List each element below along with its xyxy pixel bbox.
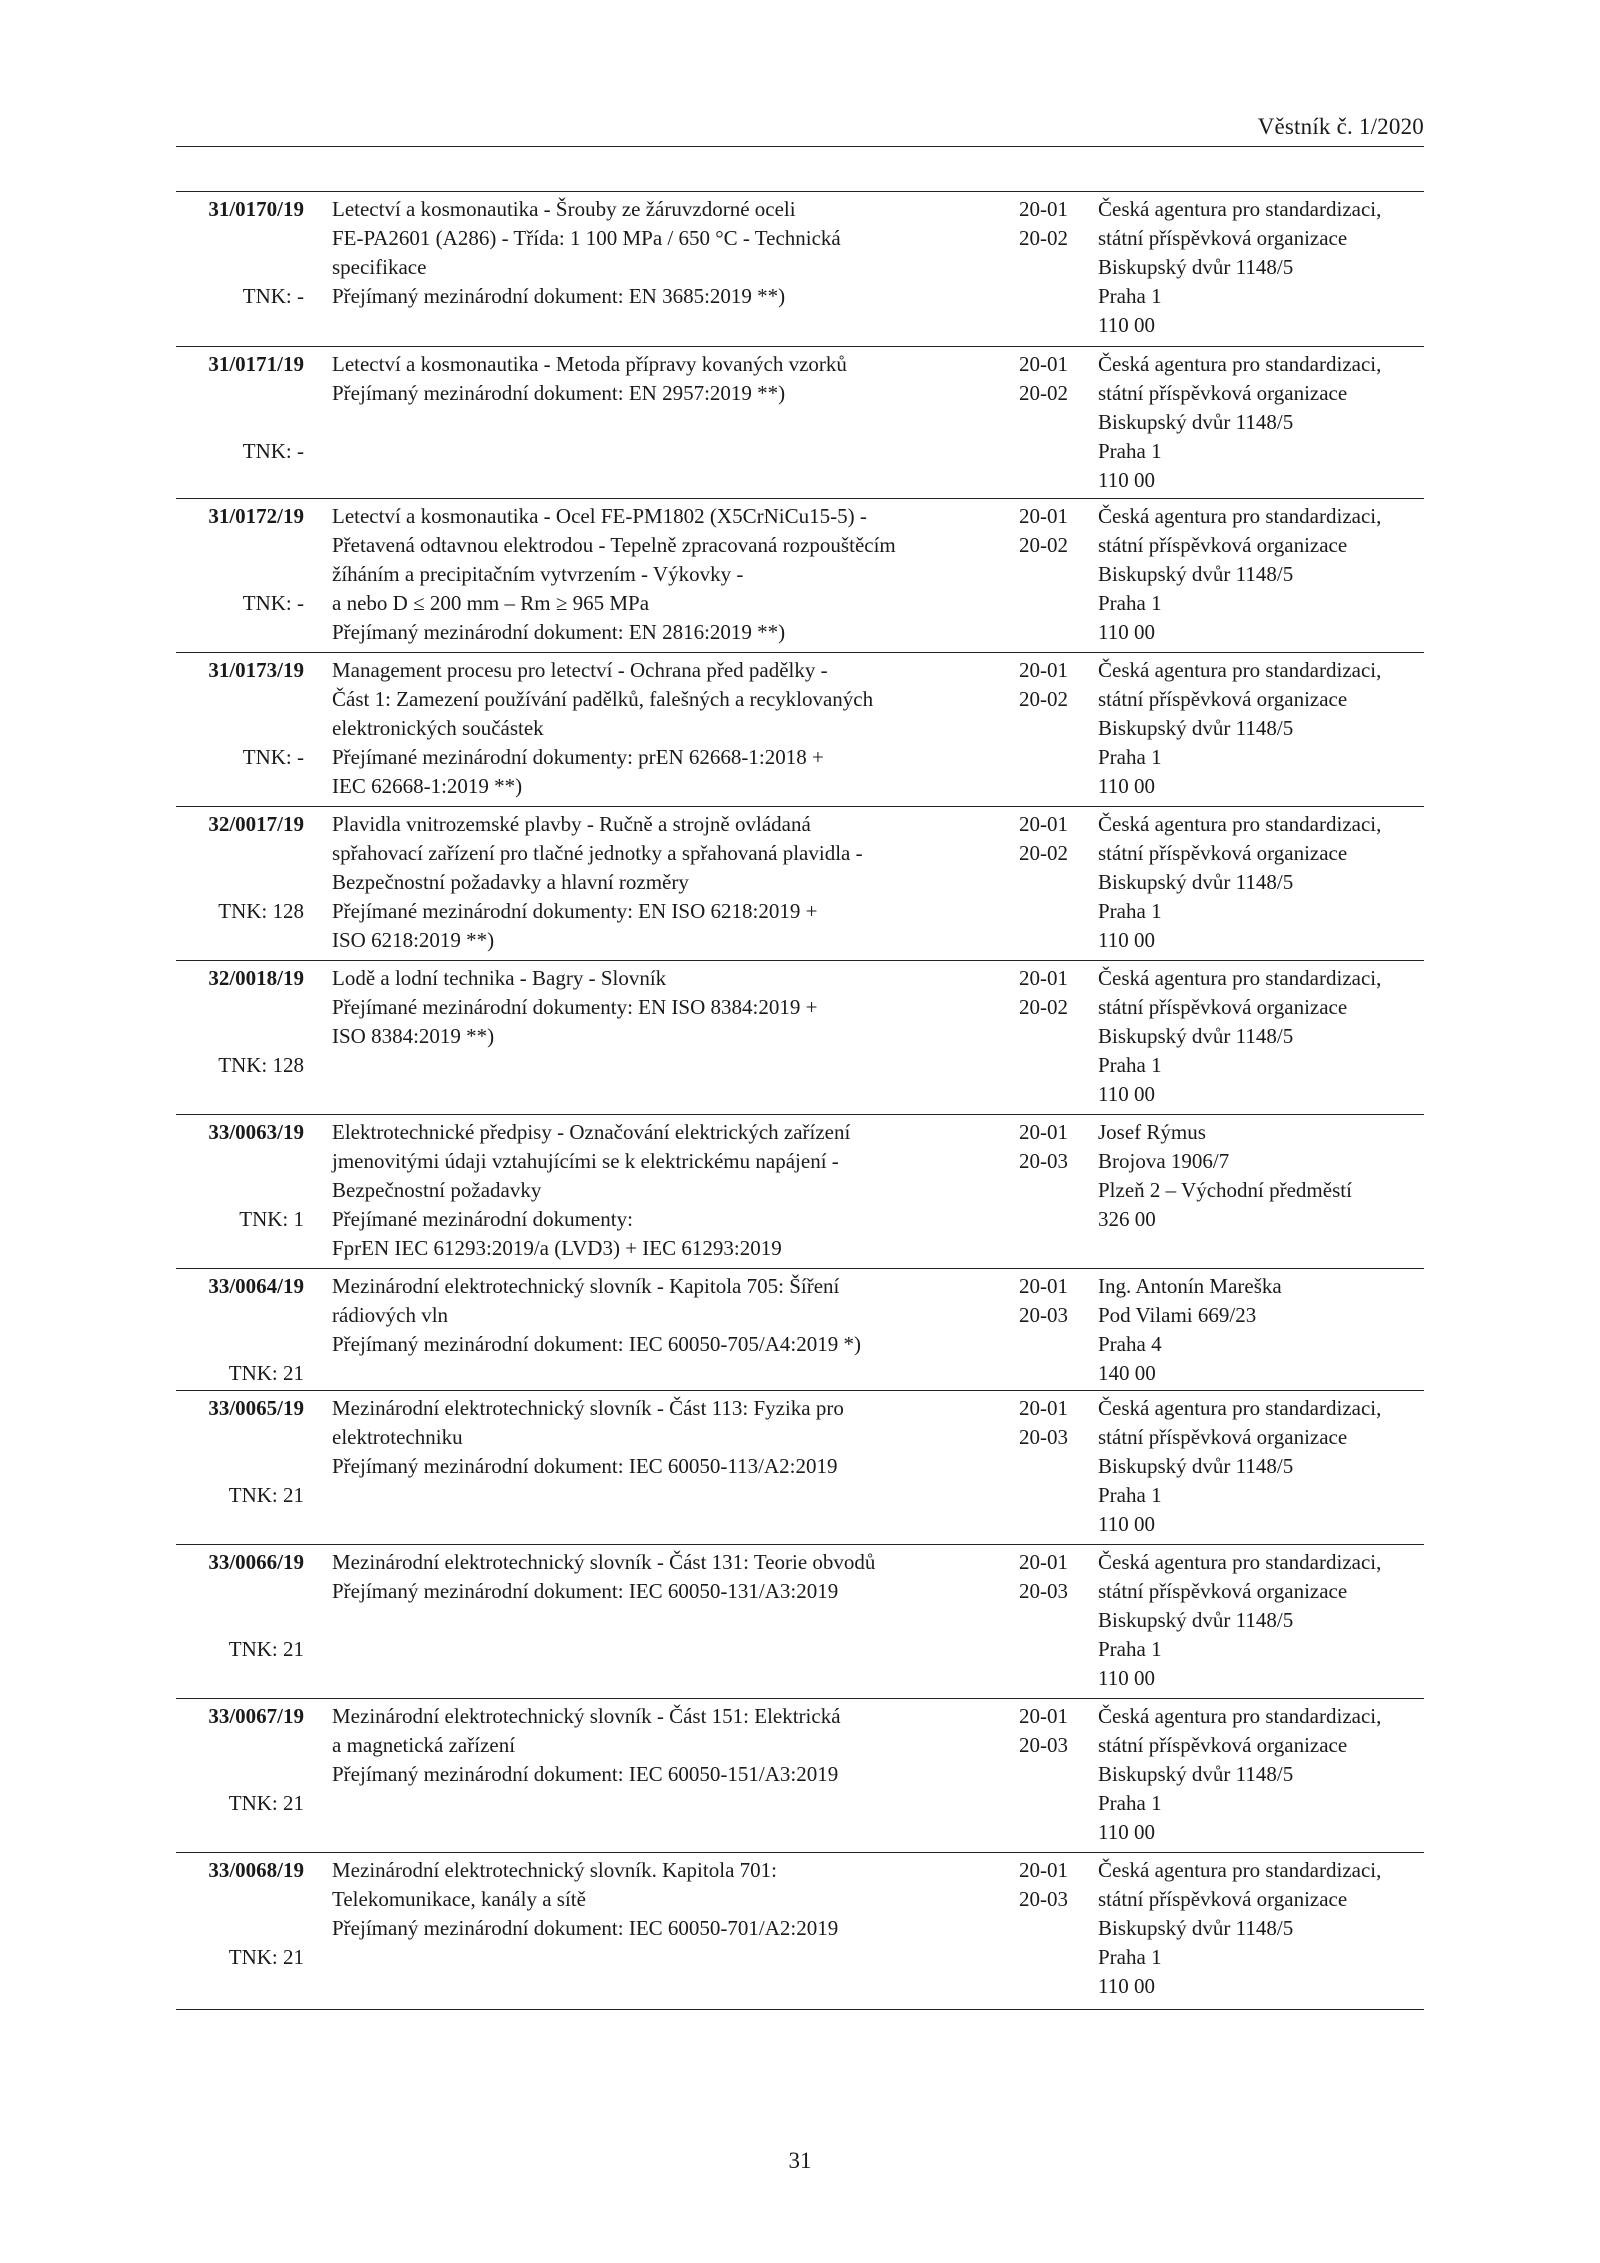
- entry-address-line: státní příspěvková organizace: [1098, 533, 1348, 557]
- entry-address-line: státní příspěvková organizace: [1098, 1425, 1348, 1449]
- entry-address-line: Biskupský dvůr 1148/5: [1098, 1454, 1294, 1478]
- entry-title: [332, 1856, 1012, 1943]
- entry-tnk: TNK: 21: [228, 1637, 304, 1661]
- entry-title-line: Letectví a kosmonautika - Metoda přípravy kovaných vzorků: [332, 352, 847, 376]
- entry-address-line: 110 00: [1098, 1974, 1155, 1998]
- entry-codes: [1008, 195, 1068, 253]
- entry-codes: [1008, 964, 1068, 1022]
- standard-entry: [176, 499, 1424, 653]
- entry-title-line: Mezinárodní elektrotechnický slovník - Část 113: Fyzika pro: [332, 1396, 844, 1420]
- entry-address-line: Česká agentura pro standardizaci,: [1098, 1704, 1382, 1728]
- entry-title-line: elektrotechniku: [332, 1425, 463, 1449]
- entry-title-line: Přejímaný mezinárodní dokument: IEC 60050-151/A3:2019: [332, 1762, 839, 1786]
- entry-address-line: Josef Rýmus: [1098, 1120, 1206, 1144]
- entry-title-line: Přejímaný mezinárodní dokument: EN 3685:2019 **): [332, 284, 786, 308]
- entry-address-line: Brojova 1906/7: [1098, 1149, 1230, 1173]
- entry-address-line: Biskupský dvůr 1148/5: [1098, 1024, 1294, 1048]
- entry-address-line: Praha 1: [1098, 1945, 1162, 1969]
- entry-address-line: Biskupský dvůr 1148/5: [1098, 870, 1294, 894]
- entry-code: 20-02: [1019, 841, 1068, 865]
- entry-address-line: Česká agentura pro standardizaci,: [1098, 658, 1382, 682]
- entry-address-line: státní příspěvková organizace: [1098, 995, 1348, 1019]
- entry-id-column: [176, 964, 304, 1077]
- entry-title-line: Letectví a kosmonautika - Ocel FE-PM1802 (X5CrNiCu15-5) -: [332, 504, 867, 528]
- standard-entry: [176, 1545, 1424, 1699]
- entry-address-line: 110 00: [1098, 928, 1155, 952]
- entry-title-line: Přejímaný mezinárodní dokument: EN 2816:2019 **): [332, 620, 786, 644]
- standard-entry: [176, 1269, 1424, 1391]
- entry-title: [332, 1118, 1012, 1263]
- entry-code: 20-02: [1019, 995, 1068, 1019]
- standard-entry: [176, 192, 1424, 347]
- entry-address-line: státní příspěvková organizace: [1098, 226, 1348, 250]
- entry-title-line: Mezinárodní elektrotechnický slovník - Část 151: Elektrická: [332, 1704, 841, 1728]
- page-number: 31: [788, 2148, 812, 2173]
- entry-address-line: 110 00: [1098, 1666, 1155, 1690]
- entry-address: [1098, 1548, 1428, 1693]
- entry-address: [1098, 502, 1428, 647]
- entry-title-line: IEC 62668-1:2019 **): [332, 774, 523, 798]
- entry-number: 33/0064/19: [208, 1274, 304, 1298]
- entry-address-line: Česká agentura pro standardizaci,: [1098, 1550, 1382, 1574]
- entry-title: [332, 502, 1012, 647]
- entry-address-line: Ing. Antonín Mareška: [1098, 1274, 1282, 1298]
- entry-address-line: Praha 4: [1098, 1332, 1162, 1356]
- entry-address-line: státní příspěvková organizace: [1098, 1579, 1348, 1603]
- entry-id-column: [176, 502, 304, 615]
- entry-code: 20-03: [1019, 1887, 1068, 1911]
- entry-address-line: státní příspěvková organizace: [1098, 687, 1348, 711]
- entry-code: 20-03: [1019, 1579, 1068, 1603]
- entry-code: 20-01: [1019, 812, 1068, 836]
- entry-address-line: Česká agentura pro standardizaci,: [1098, 352, 1382, 376]
- entry-code: 20-01: [1019, 1274, 1068, 1298]
- entry-title-line: Lodě a lodní technika - Bagry - Slovník: [332, 966, 667, 990]
- entry-address: [1098, 1394, 1428, 1539]
- entry-title-line: Mezinárodní elektrotechnický slovník - Část 131: Teorie obvodů: [332, 1550, 876, 1574]
- entry-title-line: spřahovací zařízení pro tlačné jednotky a spřahovaná plavidla -: [332, 841, 863, 865]
- entry-title-line: a nebo D ≤ 200 mm – Rm ≥ 965 MPa: [332, 591, 650, 615]
- entry-title-line: Telekomunikace, kanály a sítě: [332, 1887, 586, 1911]
- entry-title-line: elektronických součástek: [332, 716, 544, 740]
- entry-codes: [1008, 350, 1068, 408]
- entry-title: [332, 656, 1012, 801]
- entry-address-line: Praha 1: [1098, 899, 1162, 923]
- entry-title-line: Přejímaný mezinárodní dokument: IEC 60050-113/A2:2019: [332, 1454, 838, 1478]
- journal-title: Věstník č. 1/2020: [1257, 114, 1424, 139]
- entry-address-line: Pod Vilami 669/23: [1098, 1303, 1257, 1327]
- entry-tnk: TNK: -: [242, 591, 304, 615]
- entry-title-line: ISO 8384:2019 **): [332, 1024, 495, 1048]
- entry-address-line: Praha 1: [1098, 284, 1162, 308]
- entry-number: 33/0068/19: [208, 1858, 304, 1882]
- entry-number: 32/0017/19: [208, 812, 304, 836]
- entry-code: 20-02: [1019, 533, 1068, 557]
- entry-title-line: Přejímané mezinárodní dokumenty: EN ISO 8384:2019 +: [332, 995, 818, 1019]
- entry-number: 33/0063/19: [208, 1120, 304, 1144]
- entry-tnk: TNK: 128: [218, 899, 304, 923]
- entry-address-line: Česká agentura pro standardizaci,: [1098, 1858, 1382, 1882]
- entry-codes: [1008, 1702, 1068, 1760]
- entry-address-line: Biskupský dvůr 1148/5: [1098, 562, 1294, 586]
- entry-title: [332, 964, 1012, 1051]
- entry-address-line: Plzeň 2 – Východní předměstí: [1098, 1178, 1352, 1202]
- entry-address-line: Česká agentura pro standardizaci,: [1098, 1396, 1382, 1420]
- entry-address-line: Biskupský dvůr 1148/5: [1098, 1916, 1294, 1940]
- entry-title-line: Přejímané mezinárodní dokumenty: EN ISO 6218:2019 +: [332, 899, 818, 923]
- entry-title-line: Přejímané mezinárodní dokumenty: prEN 62668-1:2018 +: [332, 745, 824, 769]
- entry-codes: [1008, 656, 1068, 714]
- entry-title: [332, 350, 1012, 408]
- entry-address-line: 140 00: [1098, 1361, 1156, 1385]
- entry-title-line: Letectví a kosmonautika - Šrouby ze žáruvzdorné oceli: [332, 197, 796, 221]
- entry-address: [1098, 195, 1428, 340]
- entry-codes: [1008, 1856, 1068, 1914]
- entry-address-line: Biskupský dvůr 1148/5: [1098, 255, 1294, 279]
- entry-code: 20-01: [1019, 1120, 1068, 1144]
- entry-address-line: Biskupský dvůr 1148/5: [1098, 410, 1294, 434]
- entry-code: 20-01: [1019, 1704, 1068, 1728]
- entry-tnk: TNK: -: [242, 745, 304, 769]
- entry-title-line: Přejímaný mezinárodní dokument: IEC 60050-701/A2:2019: [332, 1916, 839, 1940]
- entry-id-column: [176, 810, 304, 923]
- entry-address-line: Biskupský dvůr 1148/5: [1098, 1608, 1294, 1632]
- entry-title-line: a magnetická zařízení: [332, 1733, 516, 1757]
- entry-number: 33/0066/19: [208, 1550, 304, 1574]
- entry-title-line: specifikace: [332, 255, 427, 279]
- entry-title-line: žíháním a precipitačním vytvrzením - Výkovky -: [332, 562, 744, 586]
- entry-title-line: FprEN IEC 61293:2019/a (LVD3) + IEC 61293:2019: [332, 1236, 782, 1260]
- entry-address-line: 110 00: [1098, 313, 1155, 337]
- entry-code: 20-01: [1019, 504, 1068, 528]
- entry-address-line: 110 00: [1098, 774, 1155, 798]
- entry-code: 20-01: [1019, 966, 1068, 990]
- entry-address-line: Česká agentura pro standardizaci,: [1098, 812, 1382, 836]
- entry-title: [332, 1702, 1012, 1789]
- entry-id-column: [176, 1394, 304, 1507]
- entry-title-line: Management procesu pro letectví - Ochrana před padělky -: [332, 658, 828, 682]
- entry-id-column: [176, 1118, 304, 1231]
- entry-address-line: Česká agentura pro standardizaci,: [1098, 504, 1382, 528]
- entry-number: 33/0067/19: [208, 1704, 304, 1728]
- entry-address-line: státní příspěvková organizace: [1098, 1887, 1348, 1911]
- entry-title: [332, 810, 1012, 955]
- entry-codes: [1008, 502, 1068, 560]
- entry-title: [332, 1394, 1012, 1481]
- entry-code: 20-02: [1019, 687, 1068, 711]
- entry-address-line: 110 00: [1098, 1820, 1155, 1844]
- entry-address-line: Praha 1: [1098, 591, 1162, 615]
- standards-list: [176, 191, 1424, 2010]
- entry-title-line: FE-PA2601 (A286) - Třída: 1 100 MPa / 650 °C - Technická: [332, 226, 841, 250]
- entry-title-line: Přejímané mezinárodní dokumenty:: [332, 1207, 633, 1231]
- page-header: [176, 106, 1424, 147]
- entry-address-line: Praha 1: [1098, 1791, 1162, 1815]
- entry-address-line: státní příspěvková organizace: [1098, 381, 1348, 405]
- entry-address-line: 110 00: [1098, 620, 1155, 644]
- entry-tnk: TNK: 128: [218, 1053, 304, 1077]
- entry-code: 20-01: [1019, 1396, 1068, 1420]
- entry-code: 20-01: [1019, 1550, 1068, 1574]
- entry-number: 32/0018/19: [208, 966, 304, 990]
- entry-number: 31/0171/19: [208, 352, 304, 376]
- standard-entry: [176, 1699, 1424, 1853]
- entry-tnk: TNK: 21: [228, 1791, 304, 1815]
- entry-title-line: Přejímaný mezinárodní dokument: IEC 60050-131/A3:2019: [332, 1579, 839, 1603]
- entry-address-line: Praha 1: [1098, 1053, 1162, 1077]
- entry-id-column: [176, 1272, 304, 1385]
- entry-address: [1098, 1702, 1428, 1847]
- entry-id-column: [176, 656, 304, 769]
- standard-entry: [176, 1853, 1424, 2010]
- entry-title-line: rádiových vln: [332, 1303, 449, 1327]
- entry-address-line: Praha 1: [1098, 1483, 1162, 1507]
- entry-address: [1098, 810, 1428, 955]
- entry-code: 20-02: [1019, 381, 1068, 405]
- entry-code: 20-02: [1019, 226, 1068, 250]
- entry-code: 20-03: [1019, 1303, 1068, 1327]
- entry-id-column: [176, 1548, 304, 1661]
- entry-id-column: [176, 1702, 304, 1815]
- entry-title-line: Elektrotechnické předpisy - Označování elektrických zařízení: [332, 1120, 851, 1144]
- entry-code: 20-03: [1019, 1733, 1068, 1757]
- entry-tnk: TNK: -: [242, 284, 304, 308]
- entry-address-line: Česká agentura pro standardizaci,: [1098, 966, 1382, 990]
- entry-tnk: TNK: 21: [228, 1361, 304, 1385]
- standard-entry: [176, 347, 1424, 499]
- entry-address-line: 110 00: [1098, 1512, 1155, 1536]
- entry-number: 31/0173/19: [208, 658, 304, 682]
- entry-tnk: TNK: 1: [239, 1207, 304, 1231]
- entry-number: 31/0172/19: [208, 504, 304, 528]
- entry-address: [1098, 350, 1428, 495]
- entry-address-line: 110 00: [1098, 1082, 1155, 1106]
- entry-address-line: Praha 1: [1098, 1637, 1162, 1661]
- entry-address-line: 326 00: [1098, 1207, 1156, 1231]
- entry-tnk: TNK: 21: [228, 1483, 304, 1507]
- entry-code: 20-01: [1019, 352, 1068, 376]
- entry-address: [1098, 1856, 1428, 2001]
- entry-address: [1098, 964, 1428, 1109]
- entry-id-column: [176, 195, 304, 308]
- entry-address-line: 110 00: [1098, 468, 1155, 492]
- entry-number: 31/0170/19: [208, 197, 304, 221]
- entry-codes: [1008, 810, 1068, 868]
- standard-entry: [176, 807, 1424, 961]
- entry-code: 20-03: [1019, 1425, 1068, 1449]
- entry-number: 33/0065/19: [208, 1396, 304, 1420]
- entry-title: [332, 1548, 1012, 1606]
- entry-code: 20-03: [1019, 1149, 1068, 1173]
- entry-id-column: [176, 350, 304, 463]
- standard-entry: [176, 961, 1424, 1115]
- entry-address-line: Česká agentura pro standardizaci,: [1098, 197, 1382, 221]
- entry-codes: [1008, 1118, 1068, 1176]
- entry-code: 20-01: [1019, 1858, 1068, 1882]
- entry-address: [1098, 1272, 1428, 1388]
- standard-entry: [176, 1391, 1424, 1545]
- entry-title-line: ISO 6218:2019 **): [332, 928, 495, 952]
- entry-id-column: [176, 1856, 304, 1969]
- entry-title: [332, 195, 1012, 311]
- entry-address-line: státní příspěvková organizace: [1098, 841, 1348, 865]
- entry-title-line: Bezpečnostní požadavky: [332, 1178, 542, 1202]
- entry-code: 20-01: [1019, 658, 1068, 682]
- entry-address: [1098, 656, 1428, 801]
- entry-tnk: TNK: -: [242, 439, 304, 463]
- entry-codes: [1008, 1272, 1068, 1330]
- entry-title-line: Mezinárodní elektrotechnický slovník - Kapitola 705: Šíření: [332, 1274, 840, 1298]
- entry-title-line: Mezinárodní elektrotechnický slovník. Kapitola 701:: [332, 1858, 777, 1882]
- entry-title-line: Část 1: Zamezení používání padělků, falešných a recyklovaných: [332, 687, 874, 711]
- entry-address-line: Biskupský dvůr 1148/5: [1098, 716, 1294, 740]
- entry-tnk: TNK: 21: [228, 1945, 304, 1969]
- entry-codes: [1008, 1394, 1068, 1452]
- entry-title-line: Plavidla vnitrozemské plavby - Ručně a strojně ovládaná: [332, 812, 811, 836]
- entry-title-line: Přejímaný mezinárodní dokument: IEC 60050-705/A4:2019 *): [332, 1332, 861, 1356]
- entry-title: [332, 1272, 1012, 1359]
- entry-address: [1098, 1118, 1428, 1234]
- entry-address-line: Praha 1: [1098, 439, 1162, 463]
- entry-title-line: jmenovitými údaji vztahujícími se k elektrickému napájení -: [332, 1149, 839, 1173]
- entry-address-line: Praha 1: [1098, 745, 1162, 769]
- entry-title-line: Přetavená odtavnou elektrodou - Tepelně zpracovaná rozpouštěcím: [332, 533, 896, 557]
- entry-title-line: Bezpečnostní požadavky a hlavní rozměry: [332, 870, 689, 894]
- entry-codes: [1008, 1548, 1068, 1606]
- standard-entry: [176, 653, 1424, 807]
- standard-entry: [176, 1115, 1424, 1269]
- entry-code: 20-01: [1019, 197, 1068, 221]
- entry-address-line: státní příspěvková organizace: [1098, 1733, 1348, 1757]
- entry-address-line: Biskupský dvůr 1148/5: [1098, 1762, 1294, 1786]
- entry-title-line: Přejímaný mezinárodní dokument: EN 2957:2019 **): [332, 381, 786, 405]
